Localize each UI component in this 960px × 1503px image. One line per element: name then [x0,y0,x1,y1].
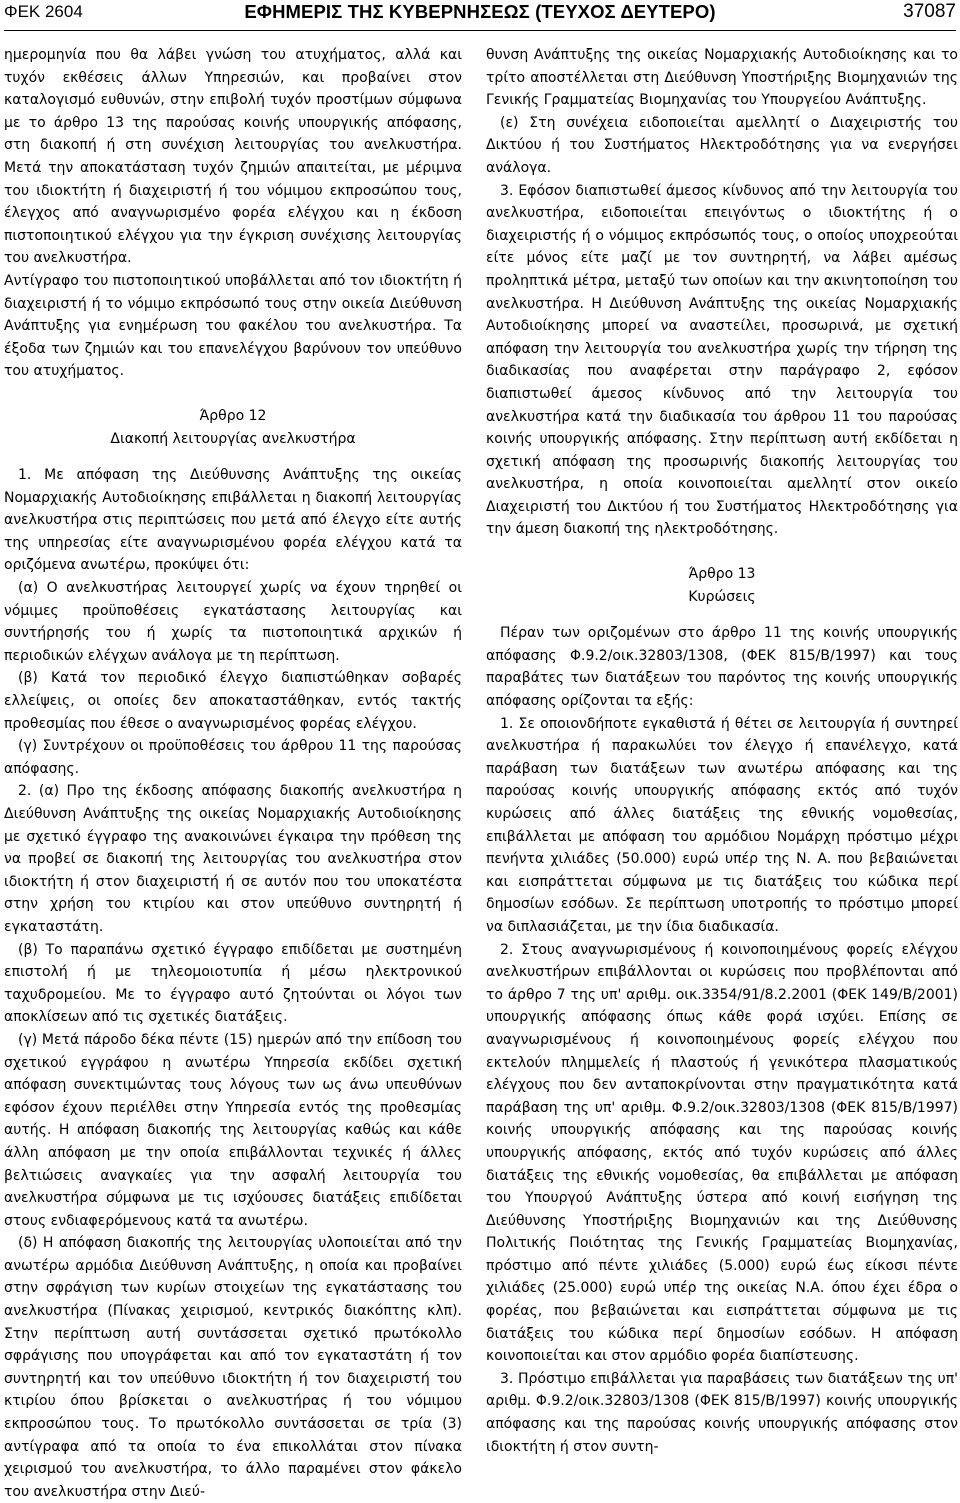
paragraph: Αντίγραφο του πιστοποιητικού υποβάλλεται από τον ιδιοκτήτη ή διαχειριστή ή το νόμιμο εκπρόσωπό τους στην οικεία Διεύθυνση Ανάπτυξης για ενημέρωση του φακέλου του ανελκυστήρα. Τα έξοδα των ζημιών και του επανελέγχου βαρύνουν τον υπεύθυνο του ατυχήματος. [4,272,462,380]
page-number: 37087 [903,1,956,22]
paragraph: (γ) Μετά πάροδο δέκα πέντε (15) ημερών από την επίδοση του σχετικού εγγράφου η ανωτέρω Υπηρεσία εκδίδει σχετική απόφαση συνεκτιμώντας τους λόγους των ως άνω υπευθύνων εφόσον έχουν περιέλθει στην Υπηρεσία εντός της προθεσμίας αυτής. Η απόφαση διακοπής της λειτουργίας καθώς και κάθε άλλη απόφαση με την οποία επιβάλλονται τεχνικές ή άλλες βελτιώσεις αναγκαίες για την ασφαλή λειτουργία του ανελκυστήρα σύμφωνα με τις ισχύουσες διατάξεις επιδίδεται στους ενδιαφερόμενους κατά τα ανωτέρω. [4,1031,462,1229]
paragraph: ημερομηνία που θα λάβει γνώση του ατυχήματος, αλλά και τυχόν εκθέσεις άλλων Υπηρεσιών, και προβαίνει στον καταλογισμό ευθυνών, στην επιβολή τυχόν προστίμων σύμφωνα με το άρθρο 13 της παρούσας κοινής υπουργικής απόφασης, στη διακοπή ή στη συνέχιση λειτουργίας του ανελκυστήρα. Μετά την αποκατάσταση τυχόν ζημιών απαιτείται, με μέριμνα του ιδιοκτήτη ή διαχειριστή ή του νόμιμου εκπροσώπου τους, έλεγχος από αναγνωρισμένο φορέα ελέγχου και η έκδοση πιστοποιητικού ελέγχου για την έγκριση συνέχισης λειτουργίας του ανελκυστήρα. [4,47,462,267]
issue-number: ΦΕΚ 2604 [4,2,83,21]
article-13-heading: Άρθρο 13 [688,566,756,583]
paragraph: (β) Κατά τον περιοδικό έλεγχο διαπιστώθηκαν σοβαρές ελλείψεις, οι οποίες δεν αποκαταστάθηκαν, εντός τακτής προθεσμίας που έθεσε ο αναγνωρισμένος φορέας ελέγχου. [4,670,462,732]
paragraph: (δ) Η απόφαση διακοπής της λειτουργίας υλοποιείται από την ανωτέρω αρμόδια Διεύθυνση Ανάπτυξης, η οποία και προβαίνει στην σφράγιση των κυρίων στοιχείων της εγκατάστασης του ανελκυστήρα (Πίνακας χειρισμού, κεντρικός διακόπτης κλπ). Στην περίπτωση αυτή συντάσσεται σχετικό πρωτόκολλο σφράγισης που υπογράφεται και από τον εγκαταστάτη ή τον συντηρητή και τον υπεύθυνο ιδιοκτήτη ή τον διαχειριστή του κτιρίου όπου βρίσκεται ο ανελκυστήρας ή του νόμιμου εκπροσώπου τους. Το πρωτόκολλο συντάσσεται σε τρία (3) αντίγραφα από τα οποία το ένα επικολλάται στον πίνακα χειρισμού του ανελκυστήρα, το άλλο παραμένει στον φάκελο του ανελκυστήρα στην Διεύ- [4,1235,462,1500]
paragraph: θυνση Ανάπτυξης της οικείας Νομαρχιακής Αυτοδιοίκησης και το τρίτο αποστέλλεται στη Διεύθυνση Υποστήριξης Βιομηχανιών της Γενικής Γραμματείας Βιομηχανίας του Υπουργείου Ανάπτυξης. [486,47,958,109]
gazette-title: ΕΦΗΜΕΡΙΣ ΤΗΣ ΚΥΒΕΡΝΗΣΕΩΣ (ΤΕΥΧΟΣ ΔΕΥΤΕΡΟ) [244,1,716,22]
paragraph: 3. Πρόστιμο επιβάλλεται για παραβάσεις των διατάξεων της υπ' αριθμ. Φ.9.2/οικ.32803/1308 (ΦΕΚ 815/Β/1997) κοινής υπουργικής απόφασης και της παρούσας κοινής υπουργικής απόφασης στον ιδιοκτήτη ή στον συντη- [486,1370,958,1455]
article-12-heading: Άρθρο 12 [199,407,267,424]
page-header [4,0,956,31]
paragraph: (α) Ο ανελκυστήρας λειτουργεί χωρίς να έχουν τηρηθεί οι νόμιμες προϋποθέσεις εγκατάστασης λειτουργίας και συντήρησής του ή χωρίς τα πιστοποιητικά αρχικών ή περιοδικών ελέγχων ανάλογα με τη περίπτωση. [4,580,462,664]
paragraph: 2. Στους αναγνωρισμένους ή κοινοποιημένους φορείς ελέγχου ανελκυστήρων επιβάλλονται οι κυρώσεις που προβλέπονται από το άρθρο 7 της υπ' αριθμ. οικ.3354/91/8.2.2001 (ΦΕΚ 149/Β/2001) υπουργικής απόφασης όπως κάθε φορά ισχύει. Επίσης σε αναγνωρισμένους ή κοινοποιημένους φορείς ελέγχου που εκτελούν πλημμελείς ή πλαστούς ή γενικότερα πλασματικούς ελέγχους που δεν ανταποκρίνονται στην πραγματικότητα κατά παράβαση της υπ' αριθμ. Φ.9.2/οικ.32803/1308 (ΦΕΚ 815/Β/1997) κοινής υπουργικής απόφασης και της παρούσας κοινής υπουργικής απόφασης, εκτός από τυχόν κυρώσεις από άλλες διατάξεις της εθνικής νομοθεσίας, θα επιβάλλεται με απόφαση του Υπουργού Ανάπτυξης ύστερα από κοινή εισήγηση της Διεύθυνσης Υποστήριξης Βιομηχανιών και της Διεύθυνσης Πολιτικής Ποιότητας της Γενικής Γραμματείας Βιομηχανίας, πρόστιμο από πέντε χιλιάδες (5.000) ευρώ έως είκοσι πέντε χιλιάδες (25.000) ευρώ υπέρ της οικείας Ν.Α. όπου έχει έδρα ο φορέας, που βεβαιώνεται και εισπράττεται σύμφωνα με τις διατάξεις του κώδικα περί δημοσίων εσόδων. Η απόφαση κοινοποιείται και στον αρμόδιο φορέα διαπίστευσης. [486,941,958,1365]
paragraph: 1. Με απόφαση της Διεύθυνσης Ανάπτυξης της οικείας Νομαρχιακής Αυτοδιοίκησης επιβάλλεται η διακοπή λειτουργίας ανελκυστήρα στις περιπτώσεις που μετά από έλεγχο είτε αυτής της υπηρεσίας είτε αναγνωρισμένου φορέα ελέγχου κατά τα οριζόμενα ανωτέρω, προκύψει ότι: [4,467,462,574]
left-column [4,44,462,1503]
paragraph: 2. (α) Προ της έκδοσης απόφασης διακοπής ανελκυστήρα η Διεύθυνση Ανάπτυξης της οικείας Νομαρχιακής Αυτοδιοίκησης με σχετικό έγγραφο της ανακοινώνει έγκαιρα την πρόθεση της να προβεί σε διακοπή της λειτουργίας του ανελκυστήρα στον ιδιοκτήτη ή στον διαχειριστή ή σε αυτόν που του υποκατέστα στην χρήση του κτιρίου και στον υπεύθυνο συντηρητή ή εγκαταστάτη. [4,783,462,935]
article-12-title: Διακοπή λειτουργίας ανελκυστήρα [110,430,356,447]
article-13-title: Κυρώσεις [688,588,756,605]
paragraph: 3. Εφόσον διαπιστωθεί άμεσος κίνδυνος από την λειτουργία του ανελκυστήρα, ειδοποιείται επειγόντως ο ιδιοκτήτης ή ο διαχειριστής ή ο νόμιμος εκπρόσωπός τους, ο οποίος υποχρεούται είτε μόνος είτε μαζί με τον συντηρητή, να λάβει αμέσως προληπτικά μέτρα, μεταξύ των οποίων και την ακινητοποίηση του ανελκυστήρα. Η Διεύθυνση Ανάπτυξης της οικείας Νομαρχιακής Αυτοδιοίκησης μπορεί να αναστείλει, προσωρινά, με σχετική απόφαση την λειτουργία του ανελκυστήρα χωρίς την τήρηση της διαδικασίας που αναφέρεται στην παράγραφο 2, εφόσον διαπιστωθεί άμεσος κίνδυνος από την λειτουργία του ανελκυστήρα κατά την διαδικασία του άρθρου 11 του παρούσας κοινής υπουργικής απόφασης. Στην περίπτωση αυτή εκδίδεται η σχετική απόφαση της προσωρινής διακοπής λειτουργίας του ανελκυστήρα, η οποία κοινοποιείται αμελλητί στον οικείο Διαχειριστή του Δικτύου ή του Συστήματος Ηλεκτροδότησης για την άμεση διακοπή της ηλεκτροδότησης. [486,182,958,538]
paragraph: Πέραν των οριζομένων στο άρθρο 11 της κοινής υπουργικής απόφασης Φ.9.2/οικ.32803/1308, (ΦΕΚ 815/Β/1997) και τους παραβάτες των διατάξεων του παρόντος της κοινής υπουργικής απόφασης ορίζονται τα εξής: [486,625,958,710]
paragraph: 1. Σε οποιονδήποτε εγκαθιστά ή θέτει σε λειτουργία ή συντηρεί ανελκυστήρα ή παρακωλύει τον έλεγχο ή επανέλεγχο, κατά παράβαση των διατάξεων των ανωτέρω απόφασης και της παρούσας κοινής υπουργικής απόφασης εκτός από τυχόν κυρώσεις από άλλες διατάξεις της εθνικής νομοθεσίας, επιβάλλεται με απόφαση του αρμόδιου Νομάρχη πρόστιμο μέχρι πενήντα χιλιάδες (50.000) ευρώ υπέρ της Ν. Α. που βεβαιώνεται και εισπράττεται σύμφωνα με τις διατάξεις του κώδικα περί δημοσίων εσόδων. Σε περίπτωση υποτροπής το πρόστιμο μπορεί να διπλασιάζεται, με την ίδια διαδικασία. [486,715,958,935]
right-column [486,44,958,1458]
paragraph: (β) Το παραπάνω σχετικό έγγραφο επιδίδεται με συστημένη επιστολή ή με τηλεομοιοτυπία ή μέσω ηλεκτρονικού ταχυδρομείου. Με το έγγραφο αυτό ζητούνται οι λόγοι των αποκλίσεων από τις σχετικές διατάξεις. [4,941,462,1026]
paragraph: (ε) Στη συνέχεια ειδοποιείται αμελλητί ο Διαχειριστής του Δικτύου ή του Συστήματος Ηλεκτροδότησης για να ενεργήσει ανάλογα. [486,114,958,176]
paragraph: (γ) Συντρέχουν οι προϋποθέσεις του άρθρου 11 της παρούσας απόφασης. [4,738,462,777]
